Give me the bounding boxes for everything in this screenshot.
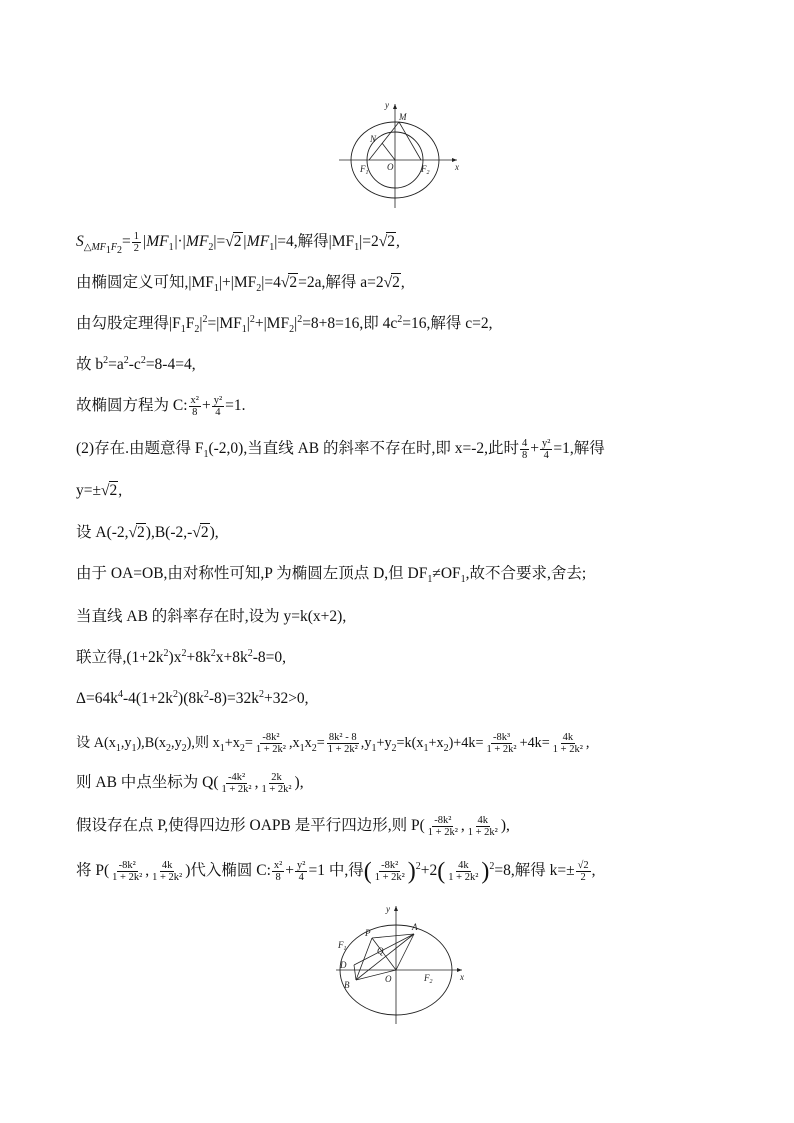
o-label: O xyxy=(387,162,394,172)
line-1: $S_{\triangle MF_1F_2}=$ $\frac{1}{2}$ $|MF_1|\cdot|MF_2|=√2|MF_1|=4$,解得$|MF_1|=2√2$, xyxy=(76,230,400,257)
x-label-2: x xyxy=(460,972,464,982)
figure-ellipse-parallelogram xyxy=(330,902,470,1026)
n-label: N xyxy=(370,134,377,144)
line-16: 将 P( $\frac{\text{-8k²}}{\text{1 + 2k²}}$ , $\frac{4k}{\text{1 + 2k²}}$ )代入椭圆 C: $\frac{\text{x²}}{8}$ + $\frac{\text{y²}}{4}$ =1 中,得( $\frac{\text{-8k²}}{\text{1 + 2k²}}$ )$^2$+2( $\frac{4k}{\text{1 + 2k²}}$ )$^2$=8,解得 k=± $\frac{√2}{2}$ , xyxy=(76,858,596,885)
f2-label: $F_2$ xyxy=(421,164,430,176)
line-13: 设 $A(x_1,y_1),B(x_2,y_2)$,则 $x_1+x_2=$ $\frac{\text{-8k²}}{\text{1 + 2k²}}$ $,x_1x_2=$ $\frac{\text{8k² - 8}}{\text{1 + 2k²}}$ $,y_1+y_2=k(x_1+x_2)+4k=$ $\frac{\text{-8k³}}{\text{1 + 2k²}}$ +4k= $\frac{4k}{\text{1 + 2k²}}$ , xyxy=(76,732,590,756)
f2-label-2: $F_2$ xyxy=(424,973,433,985)
line-4: 故 $b^2=a^2-c^2=8-4=4$, xyxy=(76,354,196,373)
f1-label: $F_1$ xyxy=(360,164,369,176)
line-7: y=±√2, xyxy=(76,482,123,499)
m-label: M xyxy=(399,112,407,122)
line-3: 由勾股定理得$|F_1F_2|^2=|MF_1|^2+|MF_2|^2=8+8=16$,即 $4c^2=16$,解得 c=2, xyxy=(76,313,493,336)
line-9: 由于 OA=OB,由对称性可知,P 为椭圆左顶点 D,但 $DF_1\ne OF_1$,故不合要求,舍去; xyxy=(76,565,587,586)
b-label: B xyxy=(344,980,350,990)
line-10: 当直线 AB 的斜率存在时,设为 y=k(x+2), xyxy=(76,608,347,625)
line-15: 假设存在点 P,使得四边形 OAPB 是平行四边形,则 P( $\frac{\text{-8k²}}{\text{1 + 2k²}}$ , $\frac{4k}{\text{1 + 2k²}}$ ), xyxy=(76,814,510,838)
y-label: y xyxy=(385,100,389,110)
q-label: Q xyxy=(377,946,384,956)
o-label-2: O xyxy=(385,974,392,984)
line-11: 联立得$,(1+2k^2)x^2+8k^2x+8k^2-8=0$, xyxy=(76,647,286,666)
line-12: $\Delta=64k^4-4(1+2k^2)(8k^2-8)=32k^2+32>0$, xyxy=(76,688,309,707)
f1-label-2: $F_1$ xyxy=(338,940,347,952)
d-label: D xyxy=(340,960,347,970)
line-8: 设 A(-2,√2),B(-2,-√2), xyxy=(76,524,219,541)
y-label-2: y xyxy=(386,904,390,914)
figure-ellipse-circle xyxy=(335,100,465,212)
fraction-half: $\frac{1}{2}$ xyxy=(133,230,139,254)
line-14: 则 AB 中点坐标为 Q( $\frac{\text{-4k²}}{\text{1 + 2k²}}$ , $\frac{2k}{\text{1 + 2k²}}$ ), xyxy=(76,771,304,795)
a-label: A xyxy=(412,922,418,932)
line-5: 故椭圆方程为 C: $\frac{\text{x²}}{8}$ + $\frac{\text{y²}}{4}$ =1. xyxy=(76,394,246,418)
p-label: P xyxy=(365,928,371,938)
line-2: 由椭圆定义可知$,|MF_1|+|MF_2|=4√2=2a$,解得 a=2√2, xyxy=(76,274,405,295)
x-label: x xyxy=(455,162,459,172)
line-6: (2)存在.由题意得 $F_1(-2,0)$,当直线 AB 的斜率不存在时,即 x=-2,此时 $\frac{4}{8}$ + $\frac{\text{y²}}{4}$ =1,解得 xyxy=(76,437,605,461)
